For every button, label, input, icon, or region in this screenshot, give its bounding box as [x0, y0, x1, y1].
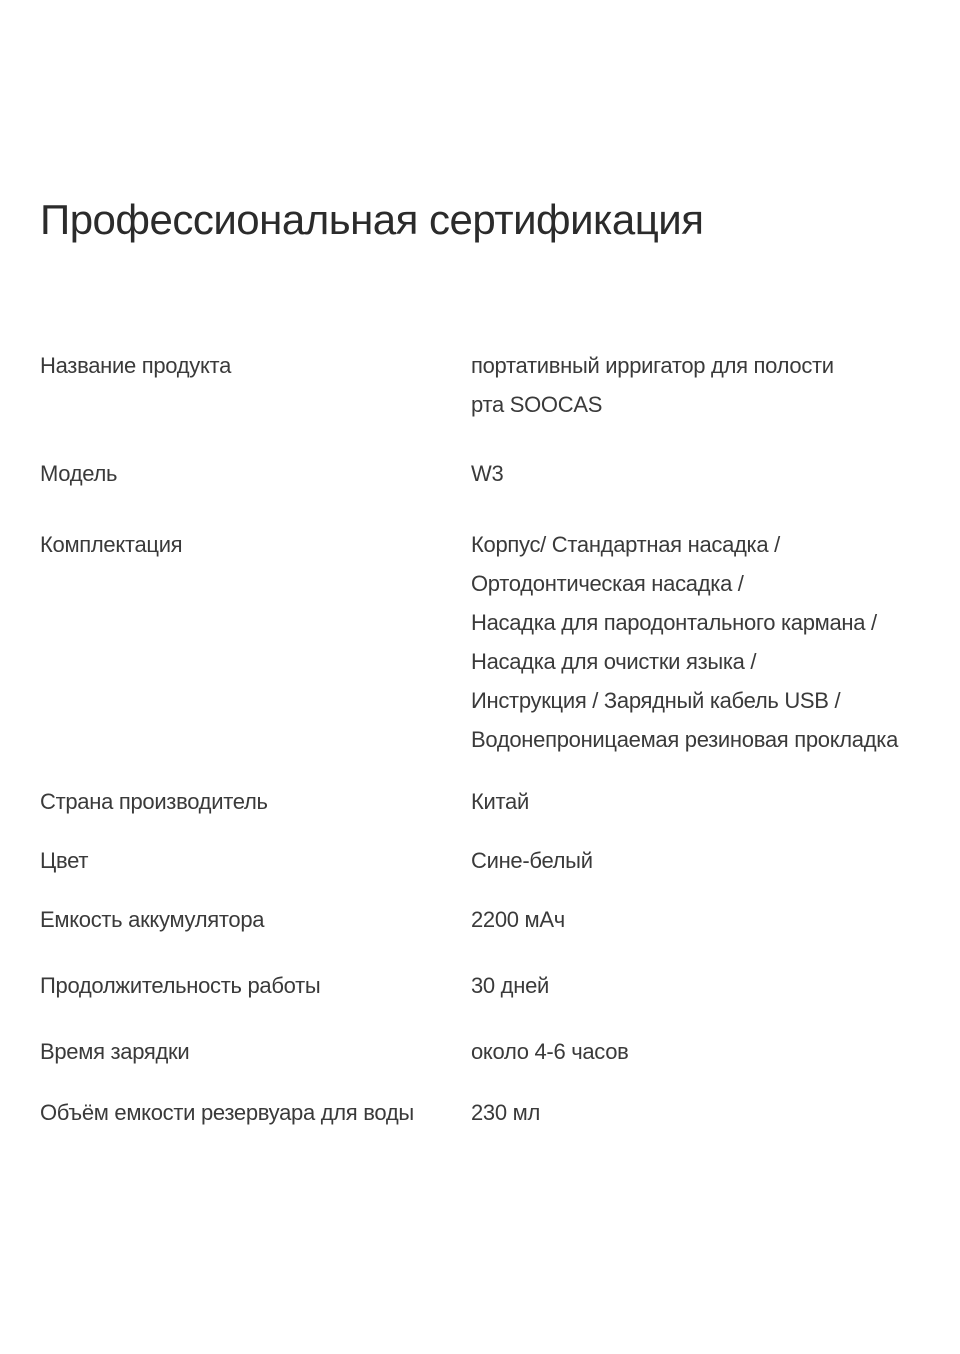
spec-label: Комплектация: [40, 532, 183, 557]
spec-value-line: 230 мл: [471, 1100, 540, 1125]
spec-value-line: 2200 мАч: [471, 907, 565, 932]
spec-value: [471, 841, 951, 880]
spec-value: [471, 346, 951, 424]
spec-label: Название продукта: [40, 353, 231, 378]
spec-value-line: Инструкция / Зарядный кабель USB /: [471, 688, 841, 713]
spec-value-line: около 4-6 часов: [471, 1039, 629, 1064]
spec-value: [471, 1093, 951, 1132]
spec-label: Емкость аккумулятора: [40, 907, 265, 932]
spec-value-line: Водонепроницаемая резиновая прокладка: [471, 727, 899, 752]
spec-value: [471, 966, 951, 1005]
spec-value-line: Ортодонтическая насадка /: [471, 571, 744, 596]
spec-value-line: 30 дней: [471, 973, 549, 998]
spec-value-line: Насадка для пародонтального кармана /: [471, 610, 877, 635]
spec-value: [471, 525, 951, 759]
spec-value: [471, 454, 951, 493]
spec-label: Объём емкости резервуара для воды: [40, 1100, 414, 1125]
spec-value: [471, 1032, 951, 1071]
spec-value-line: рта SOOCAS: [471, 392, 603, 417]
spec-value-line: W3: [471, 461, 504, 486]
spec-value-line: Сине-белый: [471, 848, 593, 873]
spec-value-line: Насадка для очистки языка /: [471, 649, 757, 674]
spec-value-line: портативный ирригатор для полости: [471, 353, 834, 378]
page-title: Профессиональная сертификация: [40, 196, 704, 243]
spec-label: Страна производитель: [40, 789, 268, 814]
spec-label: Цвет: [40, 848, 89, 873]
spec-label: Модель: [40, 461, 118, 486]
spec-value: [471, 900, 951, 939]
spec-value: [471, 782, 951, 821]
spec-value-line: Корпус/ Стандартная насадка /: [471, 532, 780, 557]
spec-value-line: Китай: [471, 789, 529, 814]
spec-label: Продолжительность работы: [40, 973, 321, 998]
spec-label: Время зарядки: [40, 1039, 190, 1064]
